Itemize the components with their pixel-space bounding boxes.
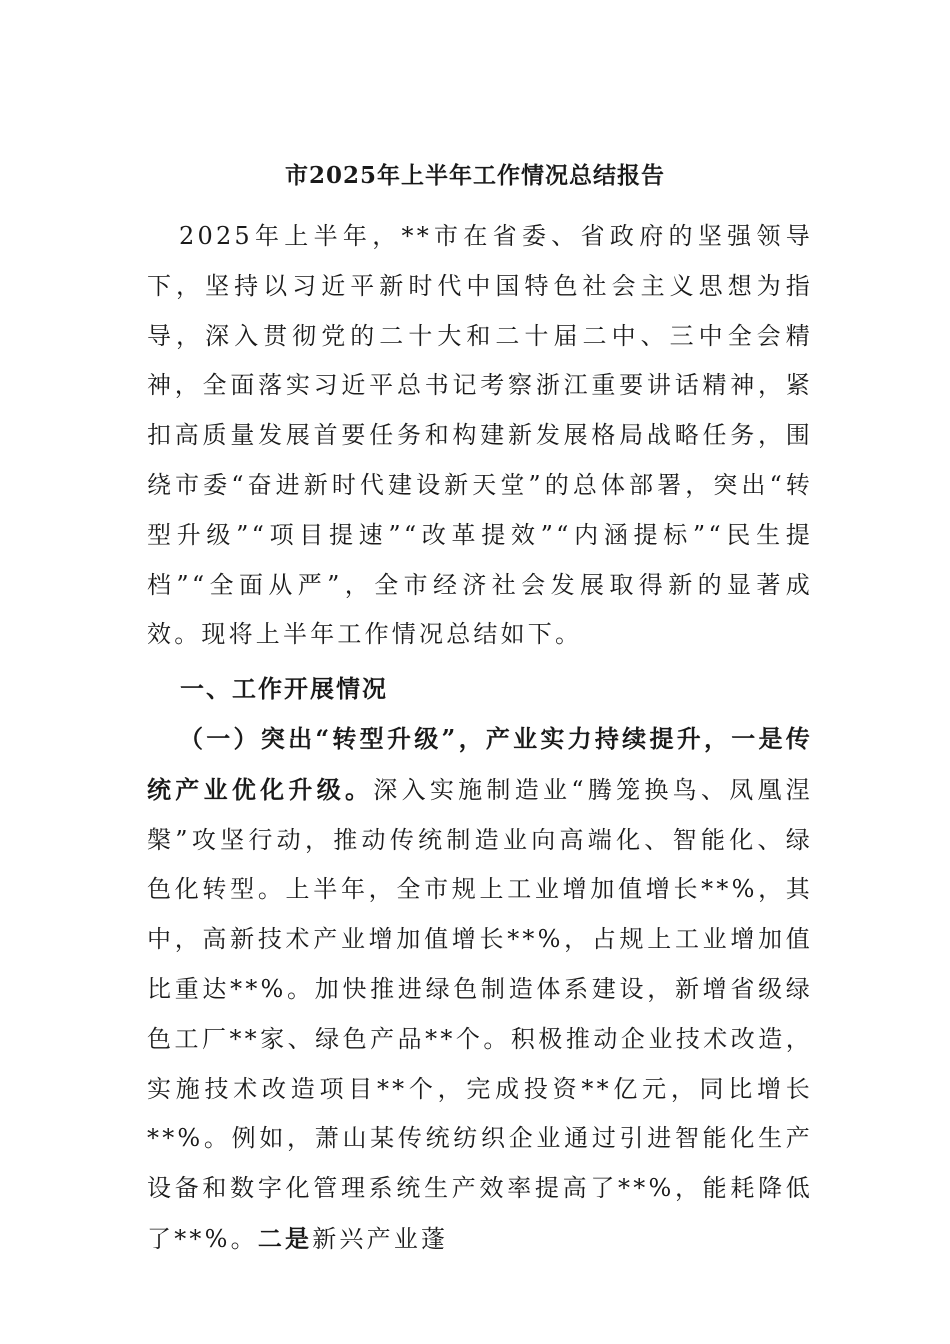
point-marker: 二是 — [257, 1223, 313, 1253]
subsection-text: 深入实施制造业“腾笼换鸟、凤凰涅槃”攻坚行动，推动传统制造业向高端化、智能化、绿色化转型。上半年，全市规上工业增加值增长**%，其中，高新技术产业增加值增长**%，占规上工业增加值比重达**%。加快推进绿色制造体系建设，新增省级绿色工厂**家、绿色产品**个。积极推动企业技术改造，实施技术改造项目**个，完成投资**亿元，同比增长**%。例如，萧山某传统纺织企业通过引进智能化生产设备和数字化管理系统生产效率提高了**%，能耗降低了**%。 — [147, 775, 814, 1253]
subsection-lead: （一）突出“转型升级”，产业实力持续提升，一是传统产业优化升级。 — [147, 724, 813, 804]
section-heading-1: 一、工作开展情况 — [180, 674, 388, 703]
document-title: 市2025年上半年工作情况总结报告 — [284, 162, 665, 189]
subsection-paragraph-1 — [147, 714, 813, 1265]
intro-paragraph: 2025年上半年，**市在省委、省政府的坚强领导下，坚持以习近平新时代中国特色社会主义思想为指导，深入贯彻党的二十大和二十届二中、三中全会精神，全面落实习近平总书记考察浙江重要讲话精神，紧扣高质量发展首要任务和构建新发展格局战略任务，围绕市委“奋进新时代建设新天堂”的总体部署，突出“转型升级”“项目提速”“改革提效”“内涵提标”“民生提档”“全面从严”，全市经济社会发展取得新的显著成效。现将上半年工作情况总结如下。 — [147, 222, 813, 649]
subsection-text-continued: 新兴产业蓬 — [312, 1224, 449, 1253]
